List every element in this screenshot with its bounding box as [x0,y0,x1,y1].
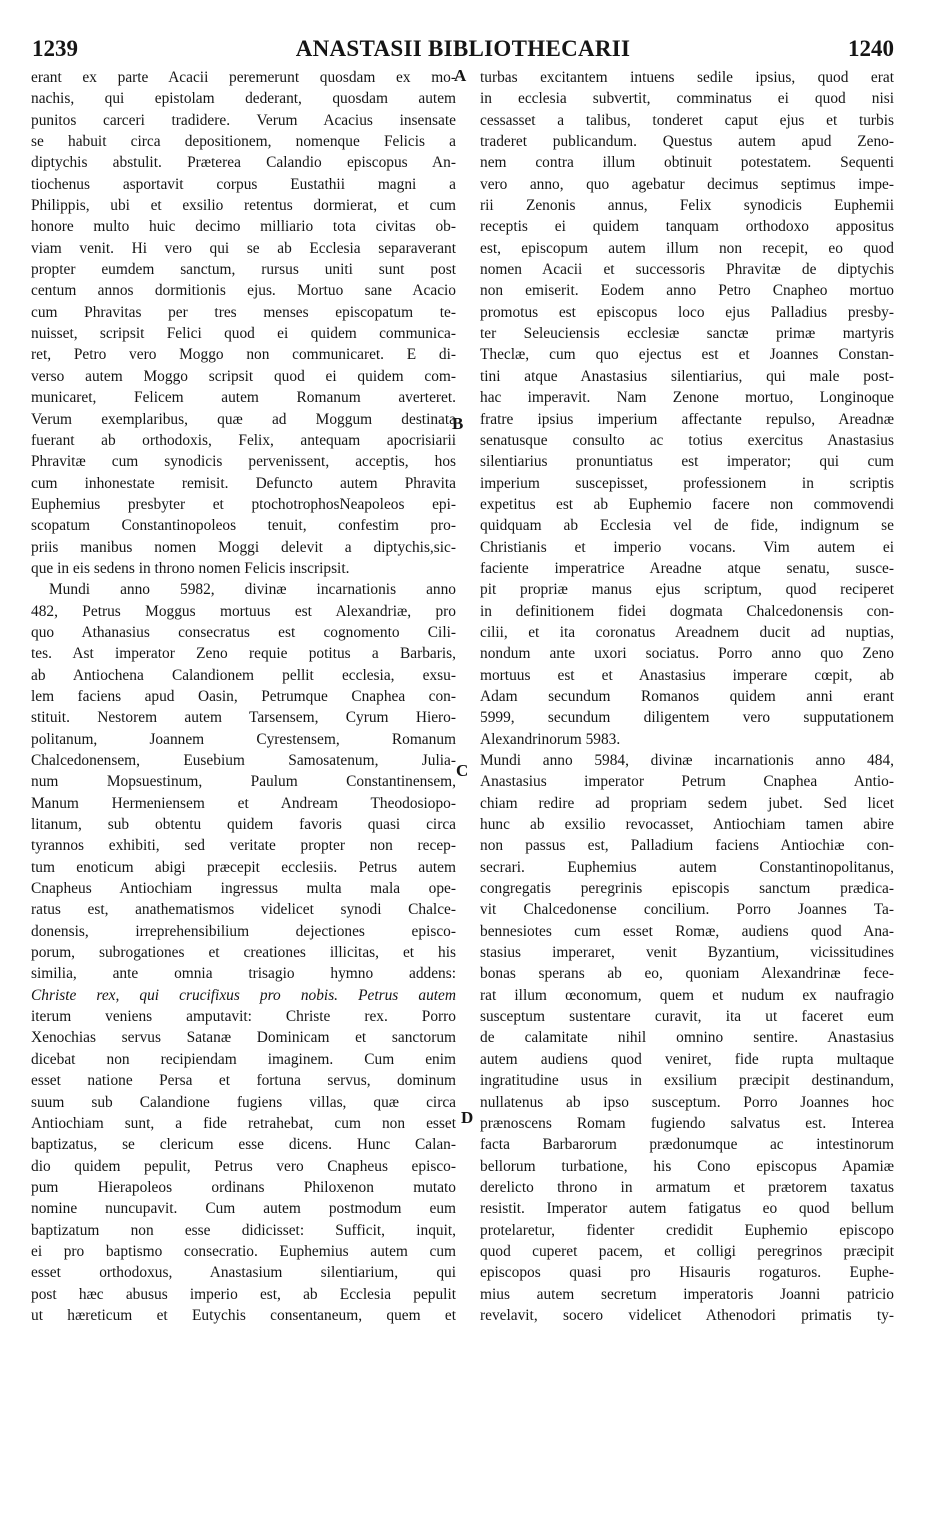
left-line: tyrannos exhibiti, sed veritate propter non recep- [31,837,456,855]
section-marker-d: D [461,1108,474,1127]
running-title: ANASTASII BIBLIOTHECARII [295,36,631,61]
left-line: tiochenus asportavit corpus Eustathii magni a [31,175,456,193]
right-line: receptis ei quidem tanquam orthodoxo appositus [480,218,894,236]
left-line: ei pro baptismo consecratio. Euphemius autem cum [31,1242,456,1260]
left-line: nachis, qui epistolam dederant, quosdam autem [31,90,456,108]
right-line: episcopos quasi pro Hisauris rogaturos. Euphe- [480,1264,894,1282]
right-line: Adam secundum Romanos quidem anni erant [480,687,894,705]
left-line: cum inhonestate remisit. Defuncto autem Phravita [31,474,456,492]
right-line: secrari. Euphemius autem Constantinopolitanus, [480,858,894,876]
left-line: baptizatum non esse didicisset: Sufficit, inquit, [31,1221,456,1239]
right-line: rat illum œconomum, quem et nudum ex naufragio [480,986,894,1004]
page-number-left: 1239 [32,36,78,61]
right-line: Alexandrinorum 5983. [480,730,621,748]
right-line: derelicto throno in armatum et prætorem taxatus [480,1178,894,1196]
left-line: erant ex parte Acacii peremerunt quosdam ex mo- [31,69,456,86]
right-line: susceptum sustentare curavit, ita ut faceret eum [480,1008,894,1026]
right-line: silentiarius pronuntiatus est imperator; qui cum [480,453,894,471]
right-line: nem contra illum obtinuit potestatem. Sequenti [480,154,894,172]
left-line: porum, subrogationes et creationes illicitas, et his [31,944,456,962]
right-line: in definitionem fidei dogmata Chalcedonensis con- [480,602,894,620]
right-line: ter Seleuciensis ecclesiæ sanctæ primæ martyris [480,325,894,343]
left-line: Christe rex, qui crucifixus pro nobis. Petrus autem [31,986,456,1004]
left-line: propter eumdem sanctum, rursus uniti sunt post [31,261,456,279]
right-line: revelavit, socero videlicet Athenodori primatis ty- [480,1306,894,1324]
left-line: similia, ante omnia trisagio hymno addens: [31,965,456,983]
left-line: ab Antiochena Calandionem pellit ecclesia, exsu- [31,666,456,684]
section-marker-c: C [456,761,469,780]
right-line: tini atque Anastasius silentiarius, qui male post- [480,367,894,385]
left-line: num Mopsuestinum, Paulum Constantinensem, [31,773,456,791]
left-line: Xenochias servus Satanæ Dominicam et sanctorum [31,1029,456,1047]
section-marker-a: A [454,66,467,85]
right-line: pit propriæ manus ejus scriptum, quod reciperet [480,581,894,599]
left-line: ret, Petro vero Moggo non communicaret. E di- [31,346,456,364]
left-line: pum Hierapoleos ordinans Philoxenon mutato [31,1178,456,1196]
left-line: punitos carceri tradidere. Verum Acacius insensate [31,111,456,129]
left-line: litanum, sub obtentu quidem favoris quasi circa [31,816,456,834]
left-line: Phravitæ cum synodicis pervenissent, acceptis, hos [31,453,456,471]
right-line: non emiserit. Eodem anno Petro Cnapheo mortuo [480,282,894,300]
right-line: hunc ab exsilio revocasset, Antiochiam tamen abire [480,816,894,834]
left-line: dicebat non recipiendam imaginem. Cum enim [31,1050,456,1068]
left-line: municaret, Felicem autem Romanum averteret. [31,389,456,407]
left-line: tes. Ast imperator Zeno requie potitus a Barbaris, [31,645,456,663]
left-line: Mundi anno 5982, divinæ incarnationis anno [49,581,456,599]
right-line: vero anno, quo agebatur decimus septimus impe- [480,175,894,193]
right-line: imperium suscepisset, professionem in scriptis [480,474,894,492]
right-line: nomen Acacii et successoris Phravitæ de diptychis [480,261,894,279]
left-line: 482, Petrus Moggus mortuus est Alexandriæ, pro [31,602,456,620]
left-line: verso autem Moggo scripsit quod ei quidem com- [31,367,456,385]
right-line: non passus est, Palladium faciens Antiochiæ con- [480,837,894,855]
right-line: nondum ante uxori sociatus. Porro anno quo Zeno [480,645,894,663]
right-line: in ecclesia subvertit, comminatus ei quod nisi [480,90,894,108]
left-line: viam venit. Hi vero qui se ab Ecclesia separaverant [31,239,456,257]
left-line: Cnapheus Antiochiam ingressus multa mala ope- [31,880,456,898]
left-line: Manum Hermeniensem et Andream Theodosiopo- [31,794,456,812]
right-line: ingratitudine usus in exsilium præcipit destinandum, [480,1072,894,1090]
right-line: fratre ipsius imperium affectante repulso, Areadnæ [480,410,894,428]
left-line: Euphemius presbyter et ptochotrophosNeapoleos epi- [31,495,456,513]
right-line: traderet publicandum. Questus autem apud Zeno- [480,133,894,151]
left-line: Philippis, ubi et exsilio retentus dormierat, et cum [31,197,456,215]
left-line: baptizatus, se clericum esse dicens. Hunc Calan- [31,1136,456,1154]
right-line: mortuus est et Anastasius imperare cœpit, ab [480,666,894,684]
left-line: cum Phravitas per tres menses episcopatum te- [31,303,456,321]
right-line: bellorum turbatione, his Cono episcopus Apamiæ [480,1157,894,1175]
left-line: Chalcedonensem, Eusebium Samosatenum, Julia- [31,752,456,769]
right-line: Mundi anno 5984, divinæ incarnationis anno 484, [480,752,894,769]
left-line: post hæc abusus imperio est, ab Ecclesia pepulit [31,1285,456,1303]
right-line: bennesiotes cum esset Romæ, audiens quod Ana- [480,922,894,940]
right-line: vit Chalcedonense concilium. Porro Joannes Ta- [480,901,894,919]
left-line: dio quidem pepulit, Petrus vero Cnapheus episco- [31,1157,456,1175]
right-line: 5999, secundum diligentem vero supputationem [480,709,894,727]
right-line: de calamitate nihil omnino sentire. Anastasius [480,1029,894,1047]
section-marker-b: B [452,414,464,433]
left-line: fuerant ab orthodoxis, Felix, antequam apocrisiarii [31,431,456,449]
left-line: tum enoticum abigi præcepit ecclesiis. Petrus autem [31,858,456,876]
right-line: congregatis peregrinis episcopis sanctum prædica- [480,880,894,898]
left-line: iterum veniens amputavit: Christe rex. Porro [31,1008,456,1026]
right-line: prænoscens Romam fugiendo salvatus est. Interea [480,1114,894,1132]
right-line: faciente imperatrice Areadne atque senatu, susce- [480,559,894,577]
left-line: politanum, Joannem Cyrestensem, Romanum [31,730,456,748]
right-line: Theclæ, cum quo ejectus est et Joannes Constan- [480,346,894,364]
right-line: est, episcopum autem illum non recepit, eo quod [480,239,894,257]
right-line: stasius imperaret, venit Byzantium, vicissitudines [480,944,894,962]
left-line: centum annos dormitionis ejus. Mortuo sane Acacio [31,282,456,300]
left-line: stituit. Nestorem autem Tarsensem, Cyrum Hiero- [31,709,456,727]
right-line: cessasset a talibus, tonderet caput ejus et turbis [480,111,894,129]
left-column [31,67,456,1326]
left-line: scopatum Constantinopoleos tenuit, confestim pro- [31,517,456,535]
left-line: honore multo huic decimo milliario tota civitas ob- [31,218,456,236]
left-line: Verum exemplaribus, quæ ad Moggum destinata [31,410,456,428]
right-line: protelaretur, fidenter credidit Euphemio episcopo [480,1221,894,1239]
left-line: nomine nuncupavit. Cum autem postmodum eum [31,1200,456,1218]
right-line: promotus est episcopus loco ejus Palladius presby- [480,303,894,321]
right-line: Anastasius imperator Petrum Cnaphea Antio- [480,773,894,791]
right-column [480,67,894,1326]
right-line: autem audiens quod veniret, fide rupta multaque [480,1050,894,1068]
left-line: priis manibus nomen Moggi delevit a diptychis,sic- [31,538,456,556]
right-line: Christianis et imperio vocans. Vim autem ei [480,538,894,556]
right-line: facta Barbarorum prædonumque ac intestinorum [480,1136,894,1154]
page-header [0,36,926,68]
left-line: lem faciens apud Oasin, Petrumque Cnaphea con- [31,687,456,705]
left-line: suum sub Calandione fugiens villas, quæ circa [31,1093,456,1111]
left-line: ratus est, anathematismos videlicet synodi Chalce- [31,901,456,919]
left-line: que in eis sedens in throno nomen Felicis inscripsit. [31,559,350,577]
right-line: quidquam ab Ecclesia vel de fide, indignum se [480,517,894,535]
left-line: quo Athanasius consecratus est cognomento Cili- [31,623,456,641]
right-line: mius autem secretum imperatoris Joanni patricio [480,1285,894,1303]
right-line: hac imperavit. Nam Zenone mortuo, Longinoque [480,389,894,407]
right-line: senatusque consulto ac totius exercitus Anastasius [480,431,894,449]
page-number-right: 1240 [848,36,894,61]
left-line: diptychis abstulit. Præterea Calandio episcopus An- [31,154,456,172]
left-line: se habuit circa depositionem, nomenque Felicis a [31,133,456,151]
left-line: donensis, irreprehensibilium dejectiones episco- [31,922,456,940]
left-line: Antiochiam sunt, a fide retrahebat, cum non esset [31,1114,456,1132]
right-line: resistit. Imperator autem fatigatus eo quod bellum [480,1200,894,1218]
right-line: quod cuperet pacem, et colligi peregrinos præcipit [480,1242,894,1260]
right-line: cilii, et ita coronatus Areadnem ducit ad nuptias, [480,623,894,641]
right-line: rii Zenonis annus, Felix synodicis Euphemii [480,197,894,215]
right-line: chiam redire ad propriam sedem jubet. Sed licet [480,794,894,812]
right-line: bonas sperans ab eo, quoniam Alexandrinæ fece- [480,965,894,983]
right-line: turbas excitantem intuens sedile ipsius, quod erat [480,69,894,86]
right-line: nullatenus ab ipso susceptum. Porro Joannes hoc [480,1093,894,1111]
left-line: esset orthodoxus, Anastasium silentiarium, qui [31,1264,456,1282]
right-line: expetitus est ab Euphemio facere non commovendi [480,495,894,513]
left-line: nuisset, scripsit Felici quod ei quidem communica- [31,325,456,343]
left-line: esset natione Persa et fortuna servus, dominum [31,1072,456,1090]
left-line: ut hæreticum et Eutychis consentaneum, quem et [31,1306,456,1324]
